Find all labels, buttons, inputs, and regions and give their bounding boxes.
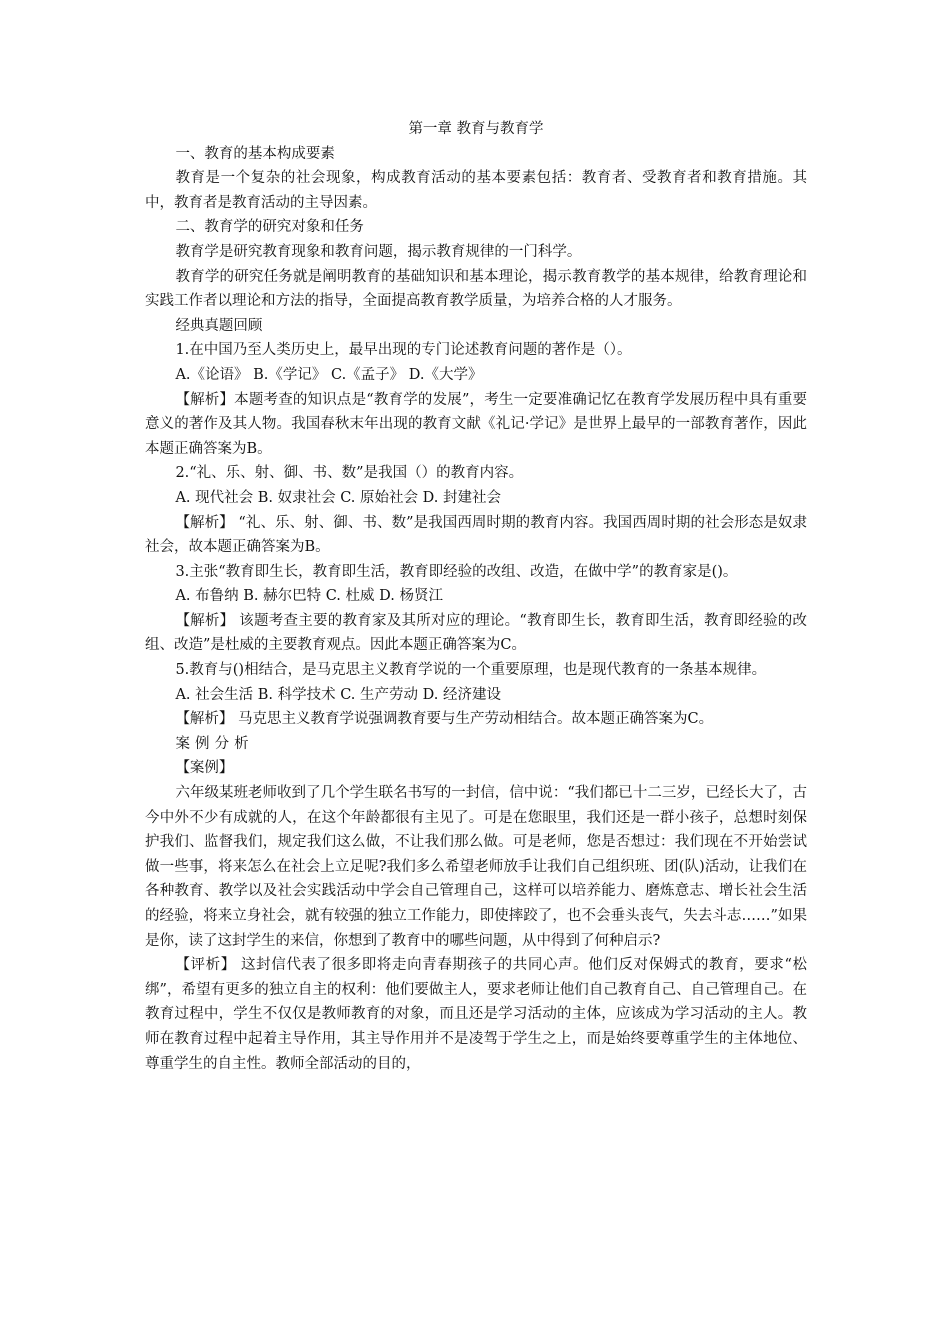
explanation: 【解析】本题考查的知识点是“教育学的发展”，考生一定要准确记忆在教育学发展历程中具有重要意义的著作及其人物。我国春秋末年出现的教育文献《礼记·学记》是世界上最早的一部教育著作，因此本题正确答案为B。 — [145, 391, 807, 457]
body-paragraph: 教育学是研究教育现象和教育问题，揭示教育规律的一门科学。 — [175, 243, 582, 260]
document-page — [145, 117, 807, 1076]
question: 1.在中国乃至人类历史上，最早出现的专门论述教育问题的著作是（）。 — [175, 342, 632, 359]
section-heading: 一、教育的基本构成要素 — [175, 145, 335, 162]
case-paragraph: 六年级某班老师收到了几个学生联名书写的一封信，信中说：“我们都已十二三岁，已经长大了，古今中外不少有成就的人，在这个年龄都很有主见了。可是在您眼里，我们还是一群小孩子，总想时刻保护我们、监督我们，规定我们这么做，不让我们那么做。可是老师，您是否想过：我们现在不开始尝试做一些事，将来怎么在社会上立足呢?我们多么希望老师放手让我们自己组织班、团(队)活动，让我们在各种教育、教学以及社会实践活动中学会自己管理自己，这样可以培养能力、磨炼意志、增长社会生活的经验，将来立身社会，就有较强的独立工作能力，即使摔跤了，也不会垂头丧气，失去斗志……”如果是你，读了这封学生的来信，你想到了教育中的哪些问题，从中得到了何种启示? — [145, 785, 807, 949]
chapter-title: 第一章 教育与教育学 — [408, 121, 544, 137]
analysis-paragraph: 【评析】 这封信代表了很多即将走向青春期孩子的共同心声。他们反对保姆式的教育，要求“松绑”，希望有更多的独立自主的权利：他们要做主人，要求老师让他们自己教育自己、自己管理自己。在教育过程中，学生不仅仅是教师教育的对象，而且还是学习活动的主体，应该成为学习活动的主人。教师在教育过程中起着主导作用，其主导作用并不是凌驾于学生之上，而是始终要尊重学生的主体地位、尊重学生的自主性。教师全部活动的目的， — [145, 957, 807, 1072]
section-heading: 案例分析 — [175, 735, 254, 752]
answer-options: A. 社会生活 B. 科学技术 C. 生产劳动 D. 经济建设 — [175, 686, 501, 703]
explanation: 【解析】 “礼、乐、射、御、书、数”是我国西周时期的教育内容。我国西周时期的社会形态是奴隶社会，故本题正确答案为B。 — [145, 514, 807, 556]
explanation: 【解析】 马克思主义教育学说强调教育要与生产劳动相结合。故本题正确答案为C。 — [175, 711, 714, 728]
question: 5.教育与()相结合，是马克思主义教育学说的一个重要原理，也是现代教育的一条基本规律。 — [175, 662, 767, 679]
question: 2.“礼、乐、射、御、书、数”是我国（）的教育内容。 — [175, 465, 524, 482]
section-heading: 经典真题回顾 — [175, 317, 263, 334]
answer-options: A. 布鲁纳 B. 赫尔巴特 C. 杜威 D. 杨贤江 — [175, 588, 443, 605]
answer-options: A.《论语》 B.《学记》 C.《孟子》 D.《大学》 — [175, 366, 483, 383]
case-label: 【案例】 — [175, 760, 234, 777]
body-paragraph: 教育是一个复杂的社会现象，构成教育活动的基本要素包括：教育者、受教育者和教育措施。其中，教育者是教育活动的主导因素。 — [145, 170, 807, 211]
section-heading: 二、教育学的研究对象和任务 — [175, 219, 364, 236]
body-paragraph: 教育学的研究任务就是阐明教育的基础知识和基本理论，揭示教育教学的基本规律，给教育理论和实践工作者以理论和方法的指导，全面提高教育教学质量，为培养合格的人才服务。 — [145, 268, 807, 310]
question: 3.主张“教育即生长，教育即生活，教育即经验的改组、改造，在做中学”的教育家是()。 — [175, 563, 738, 580]
answer-options: A. 现代社会 B. 奴隶社会 C. 原始社会 D. 封建社会 — [175, 489, 501, 506]
explanation: 【解析】 该题考查主要的教育家及其所对应的理论。“教育即生长，教育即生活，教育即经验的改组、改造”是杜威的主要教育观点。因此本题正确答案为C。 — [145, 612, 807, 654]
